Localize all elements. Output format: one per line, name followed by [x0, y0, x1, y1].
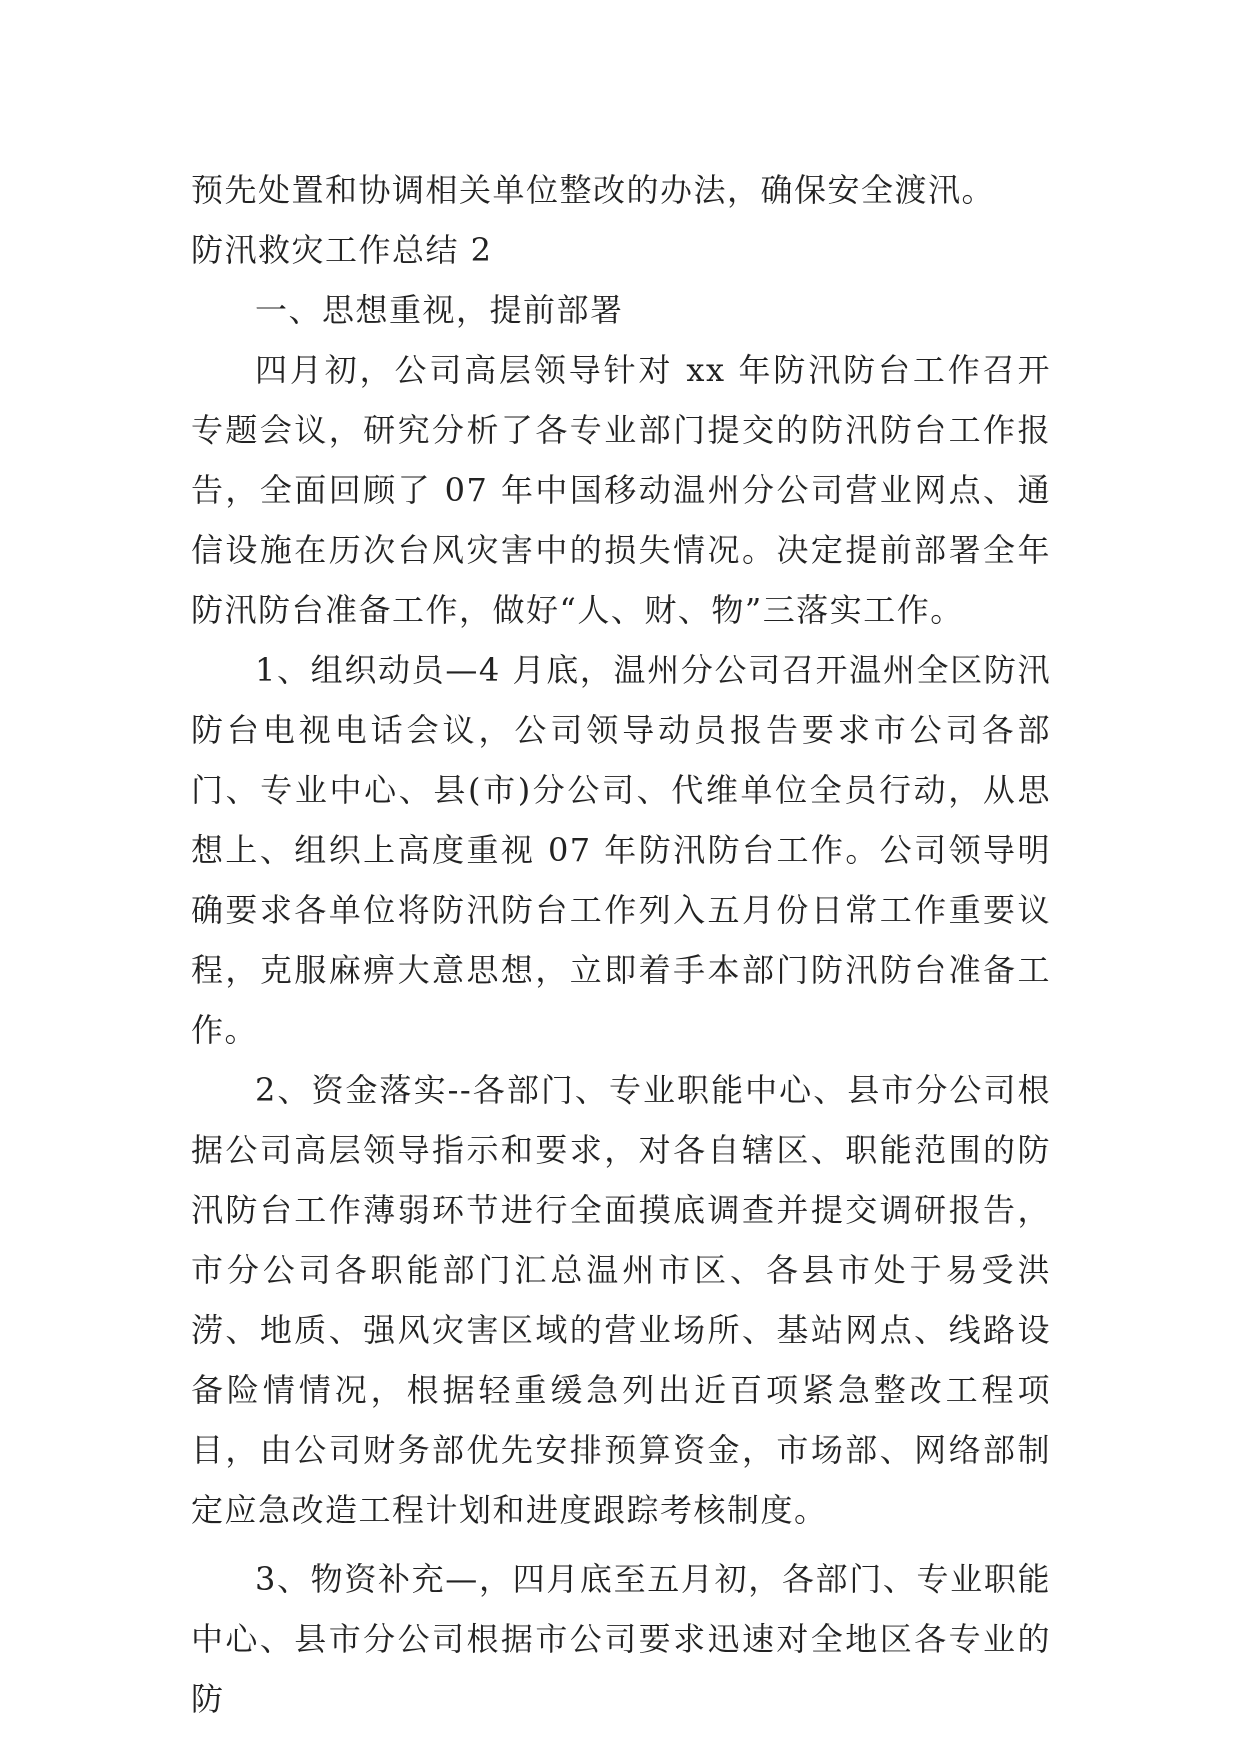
- paragraph: 2、资金落实--各部门、专业职能中心、县市分公司根据公司高层领导指示和要求，对各自辖区、职能范围的防汛防台工作薄弱环节进行全面摸底调查并提交调研报告，市分公司各职能部门汇总温州市区、各县市处于易受洪涝、地质、强风灾害区域的营业场所、基站网点、线路设备险情情况，根据轻重缓急列出近百项紧急整改工程项目，由公司财务部优先安排预算资金，市场部、网络部制定应急改造工程计划和进度跟踪考核制度。: [191, 1071, 1051, 1529]
- paragraph: 3、物资补充—，四月底至五月初，各部门、专业职能中心、县市分公司根据市公司要求迅速对全地区各专业的防: [191, 1560, 1051, 1718]
- section-heading: 一、思想重视，提前部署: [255, 291, 624, 329]
- paragraph-continuation: 预先处置和协调相关单位整改的办法，确保安全渡汛。: [191, 171, 996, 209]
- paragraph: 1、组织动员—4 月底，温州分公司召开温州全区防汛防台电视电话会议，公司领导动员报告要求市公司各部门、专业中心、县(市)分公司、代维单位全员行动，从思想上、组织上高度重视 07 年防汛防台工作。公司领导明确要求各单位将防汛防台工作列入五月份日常工作重要议程，克服麻痹大意思想，立即着手本部门防汛防台准备工作。: [191, 651, 1051, 1049]
- section-title: 防汛救灾工作总结 2: [191, 231, 493, 269]
- document-body: [191, 160, 1051, 1729]
- paragraph: 四月初，公司高层领导针对 xx 年防汛防台工作召开专题会议，研究分析了各专业部门提交的防汛防台工作报告，全面回顾了 07 年中国移动温州分公司营业网点、通信设施在历次台风灾害中的损失情况。决定提前部署全年防汛防台准备工作，做好“人、财、物”三落实工作。: [191, 351, 1051, 629]
